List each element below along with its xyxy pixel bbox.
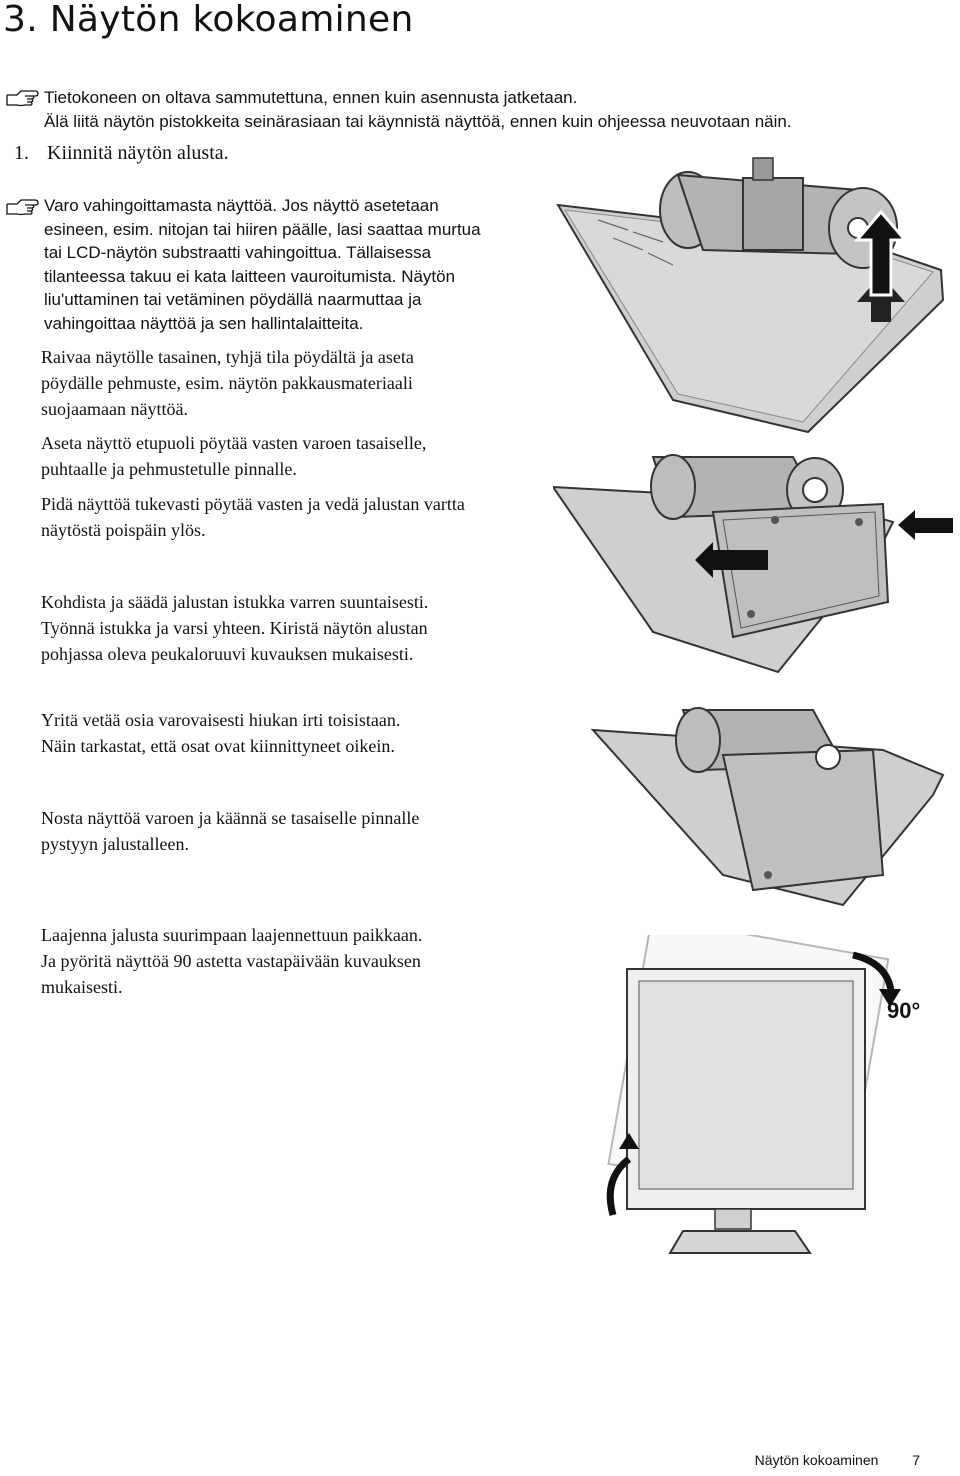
instruction-line: Aseta näyttö etupuoli pöytää vasten varoen tasaiselle, (41, 433, 427, 453)
instruction-line: mukaisesti. (41, 977, 123, 997)
caution-line: tilanteessa takuu ei kata laitteen vauroitumista. Näytön (44, 266, 456, 286)
footer (755, 1452, 920, 1468)
page-number: 7 (912, 1452, 920, 1468)
caution-line: liu'uttaminen tai vetäminen pöydällä naarmuttaa ja (44, 290, 422, 309)
instruction-line: näytöstä poispäin ylös. (41, 520, 206, 540)
pointing-hand-icon (5, 86, 39, 108)
instruction-line: Nosta näyttöä varoen ja käännä se tasaiselle pinnalle (41, 808, 420, 828)
rotation-label: 90° (887, 998, 921, 1023)
step-title: Kiinnitä näytön alusta. (47, 142, 229, 164)
arrow-right-icon (898, 510, 953, 540)
instruction-line: pystyyn jalustalleen. (41, 834, 189, 854)
instruction-line: Pidä näyttöä tukevasti pöytää vasten ja vedä jalustan vartta (41, 494, 465, 514)
page-title: 3. Näytön kokoaminen (3, 0, 414, 40)
instruction-line: Näin tarkastat, että osat ovat kiinnittyneet oikein. (41, 736, 395, 756)
caution-line: esineen, esim. nitojan tai hiiren päälle, lasi saattaa murtua (44, 219, 481, 239)
footer-section: Näytön kokoaminen (754, 1452, 879, 1468)
figure-rotate-monitor (595, 935, 925, 1255)
instruction-line: pohjassa oleva peukaloruuvi kuvauksen mukaisesti. (41, 644, 414, 664)
caution-line: Varo vahingoittamasta näyttöä. Jos näyttö asetetaan (44, 196, 439, 215)
instruction-line: Kohdista ja säädä jalustan istukka varren suuntaisesti. (41, 592, 429, 612)
figure-arm-lift (553, 150, 953, 440)
instruction-line: Laajenna jalusta suurimpaan laajennettuun paikkaan. (41, 925, 423, 945)
instruction-line: Raivaa näytölle tasainen, tyhjä tila pöydältä ja aseta (41, 347, 414, 367)
instruction-line: Ja pyöritä näyttöä 90 astetta vastapäivään kuvauksen (41, 951, 421, 971)
note-line: Älä liitä näytön pistokkeita seinärasiaan tai käynnistä näyttöä, ennen kuin ohjeessa neuvotaan näin. (44, 112, 792, 131)
note-line: Tietokoneen on oltava sammutettuna, ennen kuin asennusta jatketaan. (44, 88, 578, 107)
instruction-line: puhtaalle ja pehmustetulle pinnalle. (41, 459, 297, 479)
step-number: 1. (14, 142, 29, 164)
instruction-line: suojaamaan näyttöä. (41, 399, 188, 419)
instruction-line: Yritä vetää osia varovaisesti hiukan irti toisistaan. (41, 710, 401, 730)
instruction-line: Työnnä istukka ja varsi yhteen. Kiristä näytön alustan (41, 618, 428, 638)
figure-attach-base (553, 432, 953, 682)
figure-assembled (553, 695, 953, 915)
caution-line: tai LCD-näytön substraatti vahingoittua. Tällaisessa (44, 243, 432, 262)
caution-line: vahingoittaa näyttöä ja sen hallintalaitteita. (44, 313, 364, 333)
pointing-hand-icon (5, 195, 39, 217)
instruction-line: pöydälle pehmuste, esim. näytön pakkausmateriaali (41, 373, 413, 393)
